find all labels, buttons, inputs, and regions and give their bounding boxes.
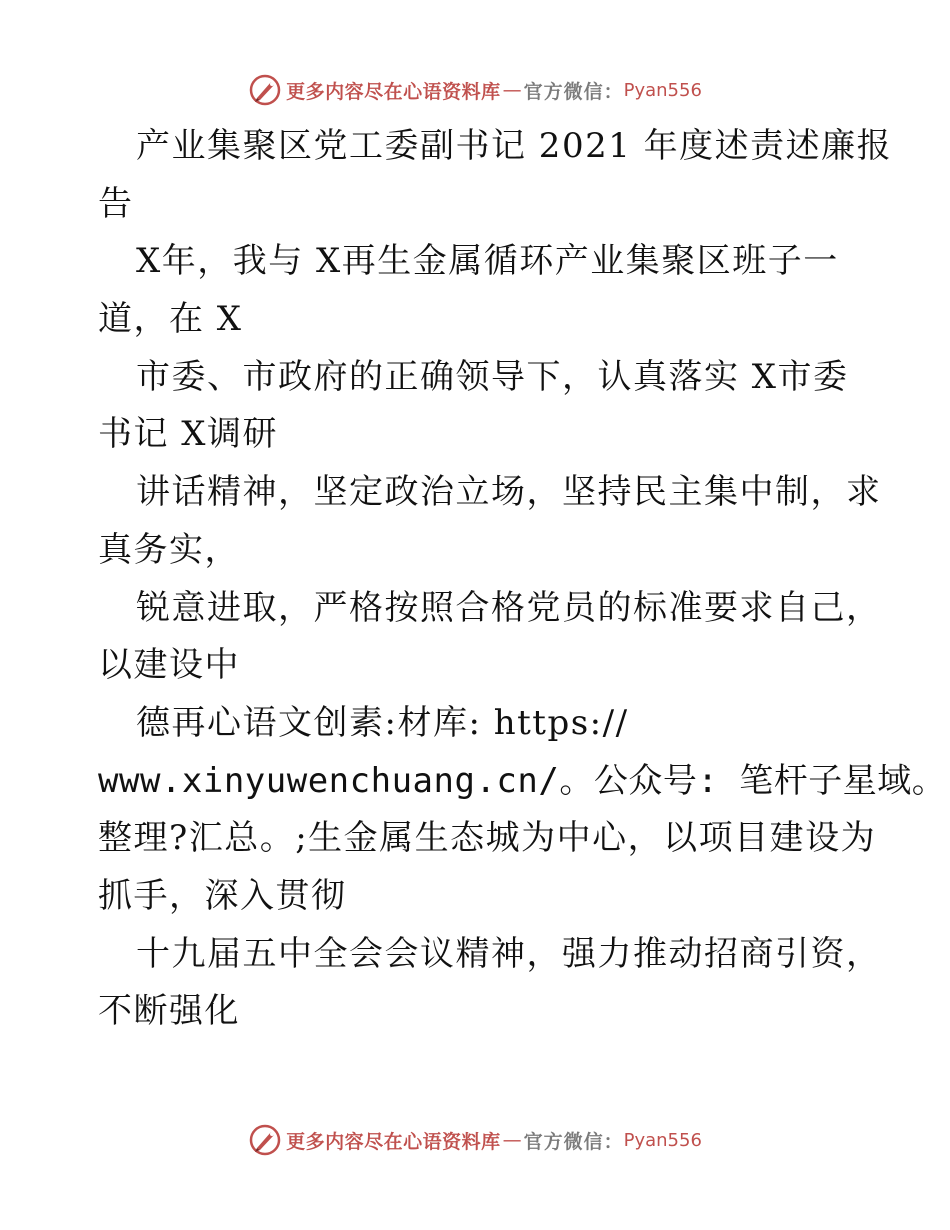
banner-brand-text: 更多内容尽在心语资料库 bbox=[286, 1130, 501, 1153]
document-title-line-1: 产业集聚区党工委副书记 2021 年度述责述廉报 bbox=[136, 126, 893, 166]
paragraph-line: 德再心语文创素:材库: https:// bbox=[136, 702, 629, 743]
paragraph-line: X年，我与 X再生金属循环产业集聚区班子一 bbox=[136, 241, 839, 282]
paragraph-line: 道，在 X bbox=[98, 299, 243, 340]
banner-dash: — bbox=[502, 79, 522, 101]
paragraph-line: 抓手，深入贯彻 bbox=[98, 875, 347, 916]
banner-dash: — bbox=[502, 1129, 522, 1151]
quill-pen-icon bbox=[248, 1123, 282, 1157]
banner-wechat-id: Pyan556 bbox=[623, 1129, 702, 1151]
document-title-line-2: 告 bbox=[98, 183, 134, 224]
paragraph-line: 讲话精神，坚定政治立场，坚持民主集中制，求 bbox=[136, 472, 882, 513]
document-body bbox=[98, 118, 947, 1041]
header-banner bbox=[0, 70, 950, 110]
banner-wechat-id: Pyan556 bbox=[623, 79, 702, 101]
paragraph-line: 整理?汇总。;生金属生态城为中心，以项目建设为 bbox=[98, 818, 877, 859]
banner-brand-text: 更多内容尽在心语资料库 bbox=[286, 80, 501, 103]
banner-official-label: 官方微信： bbox=[523, 80, 624, 103]
paragraph-line: 不断强化 bbox=[98, 991, 240, 1032]
quill-pen-icon bbox=[248, 73, 282, 107]
paragraph-line-url: www.xinyuwenchuang.cn/。公众号: 笔杆子星域。 bbox=[98, 760, 947, 801]
footer-banner bbox=[0, 1120, 950, 1160]
paragraph-line: 书记 X调研 bbox=[98, 414, 279, 455]
banner-official-label: 官方微信： bbox=[523, 1130, 624, 1153]
paragraph-line: 锐意进取，严格按照合格党员的标准要求自己， bbox=[136, 587, 882, 628]
paragraph-line: 真务实， bbox=[98, 529, 240, 570]
paragraph-line: 市委、市政府的正确领导下，认真落实 X市委 bbox=[136, 356, 849, 397]
paragraph-line: 以建设中 bbox=[98, 645, 240, 686]
paragraph-line: 十九届五中全会会议精神，强力推动招商引资， bbox=[136, 933, 882, 974]
